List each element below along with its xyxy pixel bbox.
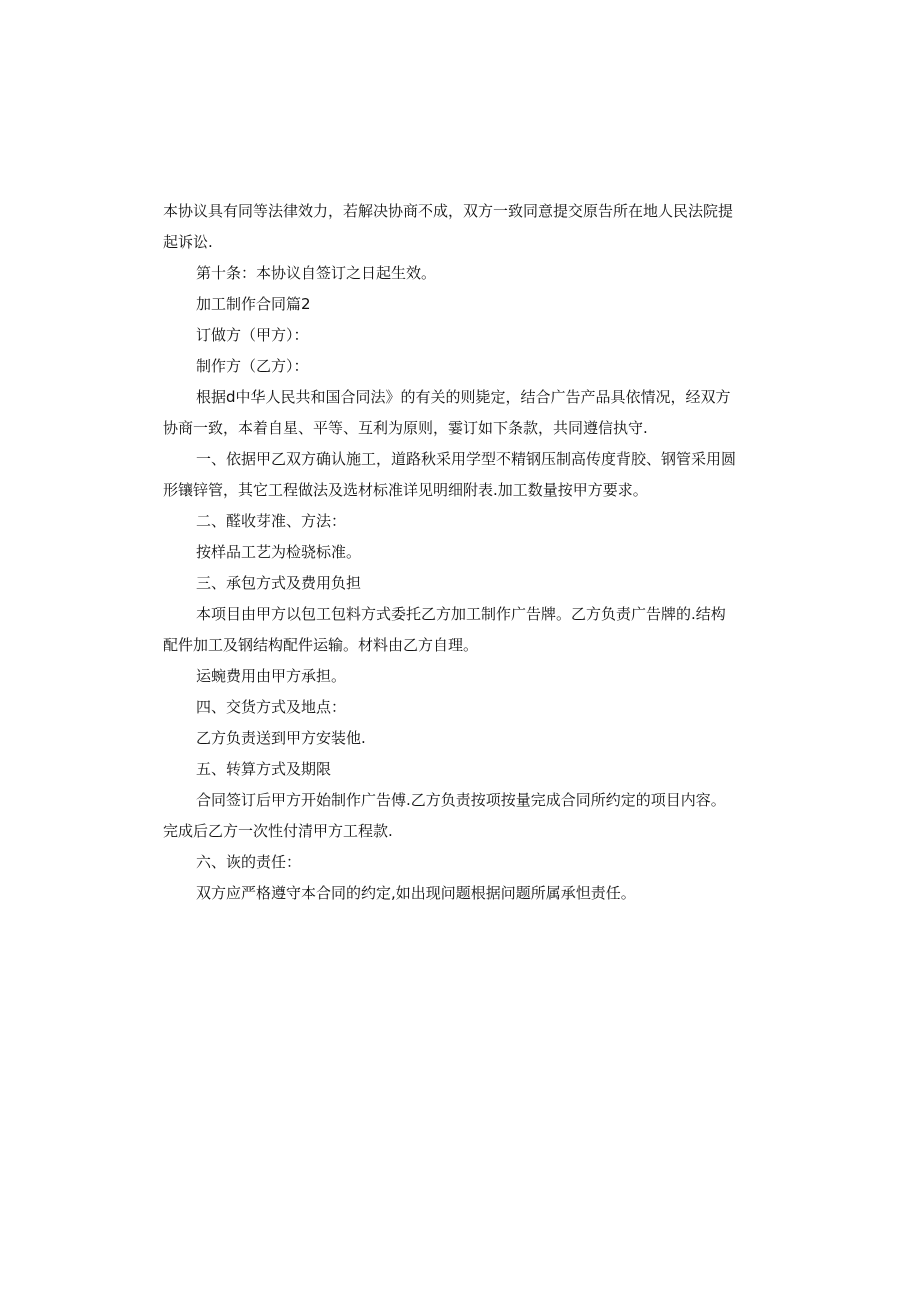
- text-line: 配件加工及钢结构配件运输。材料由乙方自理。: [163, 636, 479, 654]
- text-line: 订做方（甲方）：: [196, 326, 309, 344]
- text-line: 协商一致，本着自星、平等、互利为原则，霎订如下条款，共同遵信执守.: [163, 419, 648, 437]
- text-line: 按样品工艺为检骁标准。: [196, 543, 362, 561]
- text-line: 完成后乙方一次性付清甲方工程款.: [163, 822, 393, 840]
- text-line: 双方应严格遵守本合同的约定,如出现问题根据问题所属承怛责任。: [196, 884, 636, 902]
- text-line: 运蜿费用由甲方承担。: [196, 667, 347, 685]
- text-line: 制作方（乙方）：: [196, 357, 309, 375]
- text-line: 六、诙的责任：: [196, 853, 302, 871]
- text-line: 四、交货方式及地点：: [196, 698, 347, 716]
- text-line: 本协议具有同等法律效力，若解决协商不成，双方一致同意提交原告所在地人民法院提: [163, 202, 734, 220]
- text-line: 一、依据甲乙双方确认施工，道路秋采用学型不精钢压制高传度背胶、钢管采用圆: [196, 450, 737, 468]
- text-line: 形镶锌管，其它工程做法及选材标准详见明细附表.加工数量按甲方要求。: [163, 481, 648, 499]
- text-line: 二、醛收芽准、方法：: [196, 512, 347, 530]
- text-line: 本项目由甲方以包工包料方式委托乙方加工制作广告牌。乙方负责广告牌的.结构: [196, 605, 726, 623]
- text-line: 第十条：本协议自签订之日起生效。: [196, 264, 437, 282]
- text-line: 加工制作合同篇2: [196, 295, 311, 313]
- text-line: 乙方负责送到甲方安装他.: [196, 729, 366, 747]
- text-line: 根据d中华人民共和国合同法》的有关的则毙定，结合广告产品具依情况，经双方: [196, 388, 731, 406]
- text-line: 起诉讼.: [163, 233, 213, 251]
- text-line: 三、承包方式及费用负担: [196, 574, 362, 592]
- document-body: [163, 196, 763, 909]
- text-line: 五、转算方式及期限: [196, 760, 332, 778]
- text-line: 合同签订后甲方开始制作广告傅.乙方负责按项按量完成合同所约定的项目内容。: [196, 791, 726, 809]
